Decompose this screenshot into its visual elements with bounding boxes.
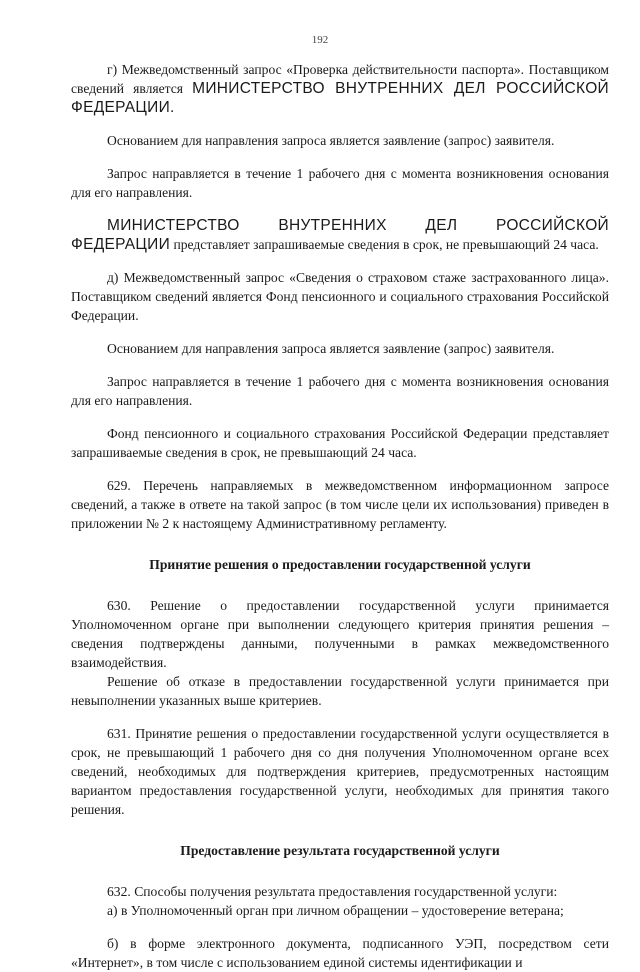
paragraph-632-a: а) в Уполномоченный орган при личном обращении – удостоверение ветерана; — [107, 903, 564, 918]
paragraph-631: 631. Принятие решения о предоставлении государственной услуги осуществляется в срок, не превышающий 1 рабочего дня со дня получения Уполномоченном органе всех сведений, необходимых для подтверждения критериев, предусмотренных настоящим вариантом предоставления государственной услуги, необходимых для принятия такого решения. — [71, 726, 609, 817]
paragraph-630: 630. Решение о предоставлении государственной услуги принимается Уполномоченном органе при выполнении следующего критерия принятия решения – сведения подтверждены данными, полученными в рамках межведомственного взаимодействия. — [71, 598, 609, 670]
paragraph-request-g — [71, 60, 609, 117]
paragraph-basis: Основанием для направления запроса является заявление (запрос) заявителя. — [107, 133, 555, 148]
section-heading-decision: Принятие решения о предоставлении государственной услуги — [149, 557, 531, 572]
org-name: МИНИСТЕРСТВО ВНУТРЕННИХ ДЕЛ РОССИЙСКОЙ ФЕДЕРАЦИИ — [71, 217, 609, 253]
paragraph-refusal: Решение об отказе в предоставлении государственной услуги принимается при невыполнении указанных выше критериев. — [71, 674, 609, 708]
section-heading-result: Предоставление результата государственной услуги — [180, 843, 500, 858]
paragraph-provider-term: Фонд пенсионного и социального страхования Российской Федерации представляет запрашиваемые сведения в срок, не превышающий 24 часа. — [71, 426, 609, 460]
paragraph-request-d: д) Межведомственный запрос «Сведения о страховом стаже застрахованного лица». Поставщиком сведений является Фонд пенсионного и социального страхования Российской Федерации. — [71, 270, 609, 323]
paragraph-text: г) Межведомственный запрос «Проверка действительности паспорта». Поставщиком сведений является — [71, 62, 609, 96]
paragraph-632-b: б) в форме электронного документа, подписанного УЭП, посредством сети «Интернет», в том числе с использованием единой системы идентификации и — [71, 936, 609, 970]
paragraph-timing: Запрос направляется в течение 1 рабочего дня с момента возникновения основания для его направления. — [71, 166, 609, 200]
page-number: 192 — [311, 34, 329, 46]
paragraph-provider-term — [71, 216, 609, 254]
paragraph-text: представляет запрашиваемые сведения в срок, не превышающий 24 часа. — [170, 237, 599, 252]
org-name: МИНИСТЕРСТВО ВНУТРЕННИХ ДЕЛ РОССИЙСКОЙ ФЕДЕРАЦИИ. — [71, 80, 609, 116]
paragraph-629: 629. Перечень направляемых в межведомственном информационном запросе сведений, а также в ответе на такой запрос (в том числе цели их использования) приведен в приложении № 2 к настоящему Административному регламенту. — [71, 478, 609, 531]
document-body — [71, 60, 609, 972]
paragraph-basis: Основанием для направления запроса является заявление (запрос) заявителя. — [107, 341, 555, 356]
paragraph-timing: Запрос направляется в течение 1 рабочего дня с момента возникновения основания для его направления. — [71, 374, 609, 408]
paragraph-632: 632. Способы получения результата предоставления государственной услуги: — [107, 884, 558, 899]
